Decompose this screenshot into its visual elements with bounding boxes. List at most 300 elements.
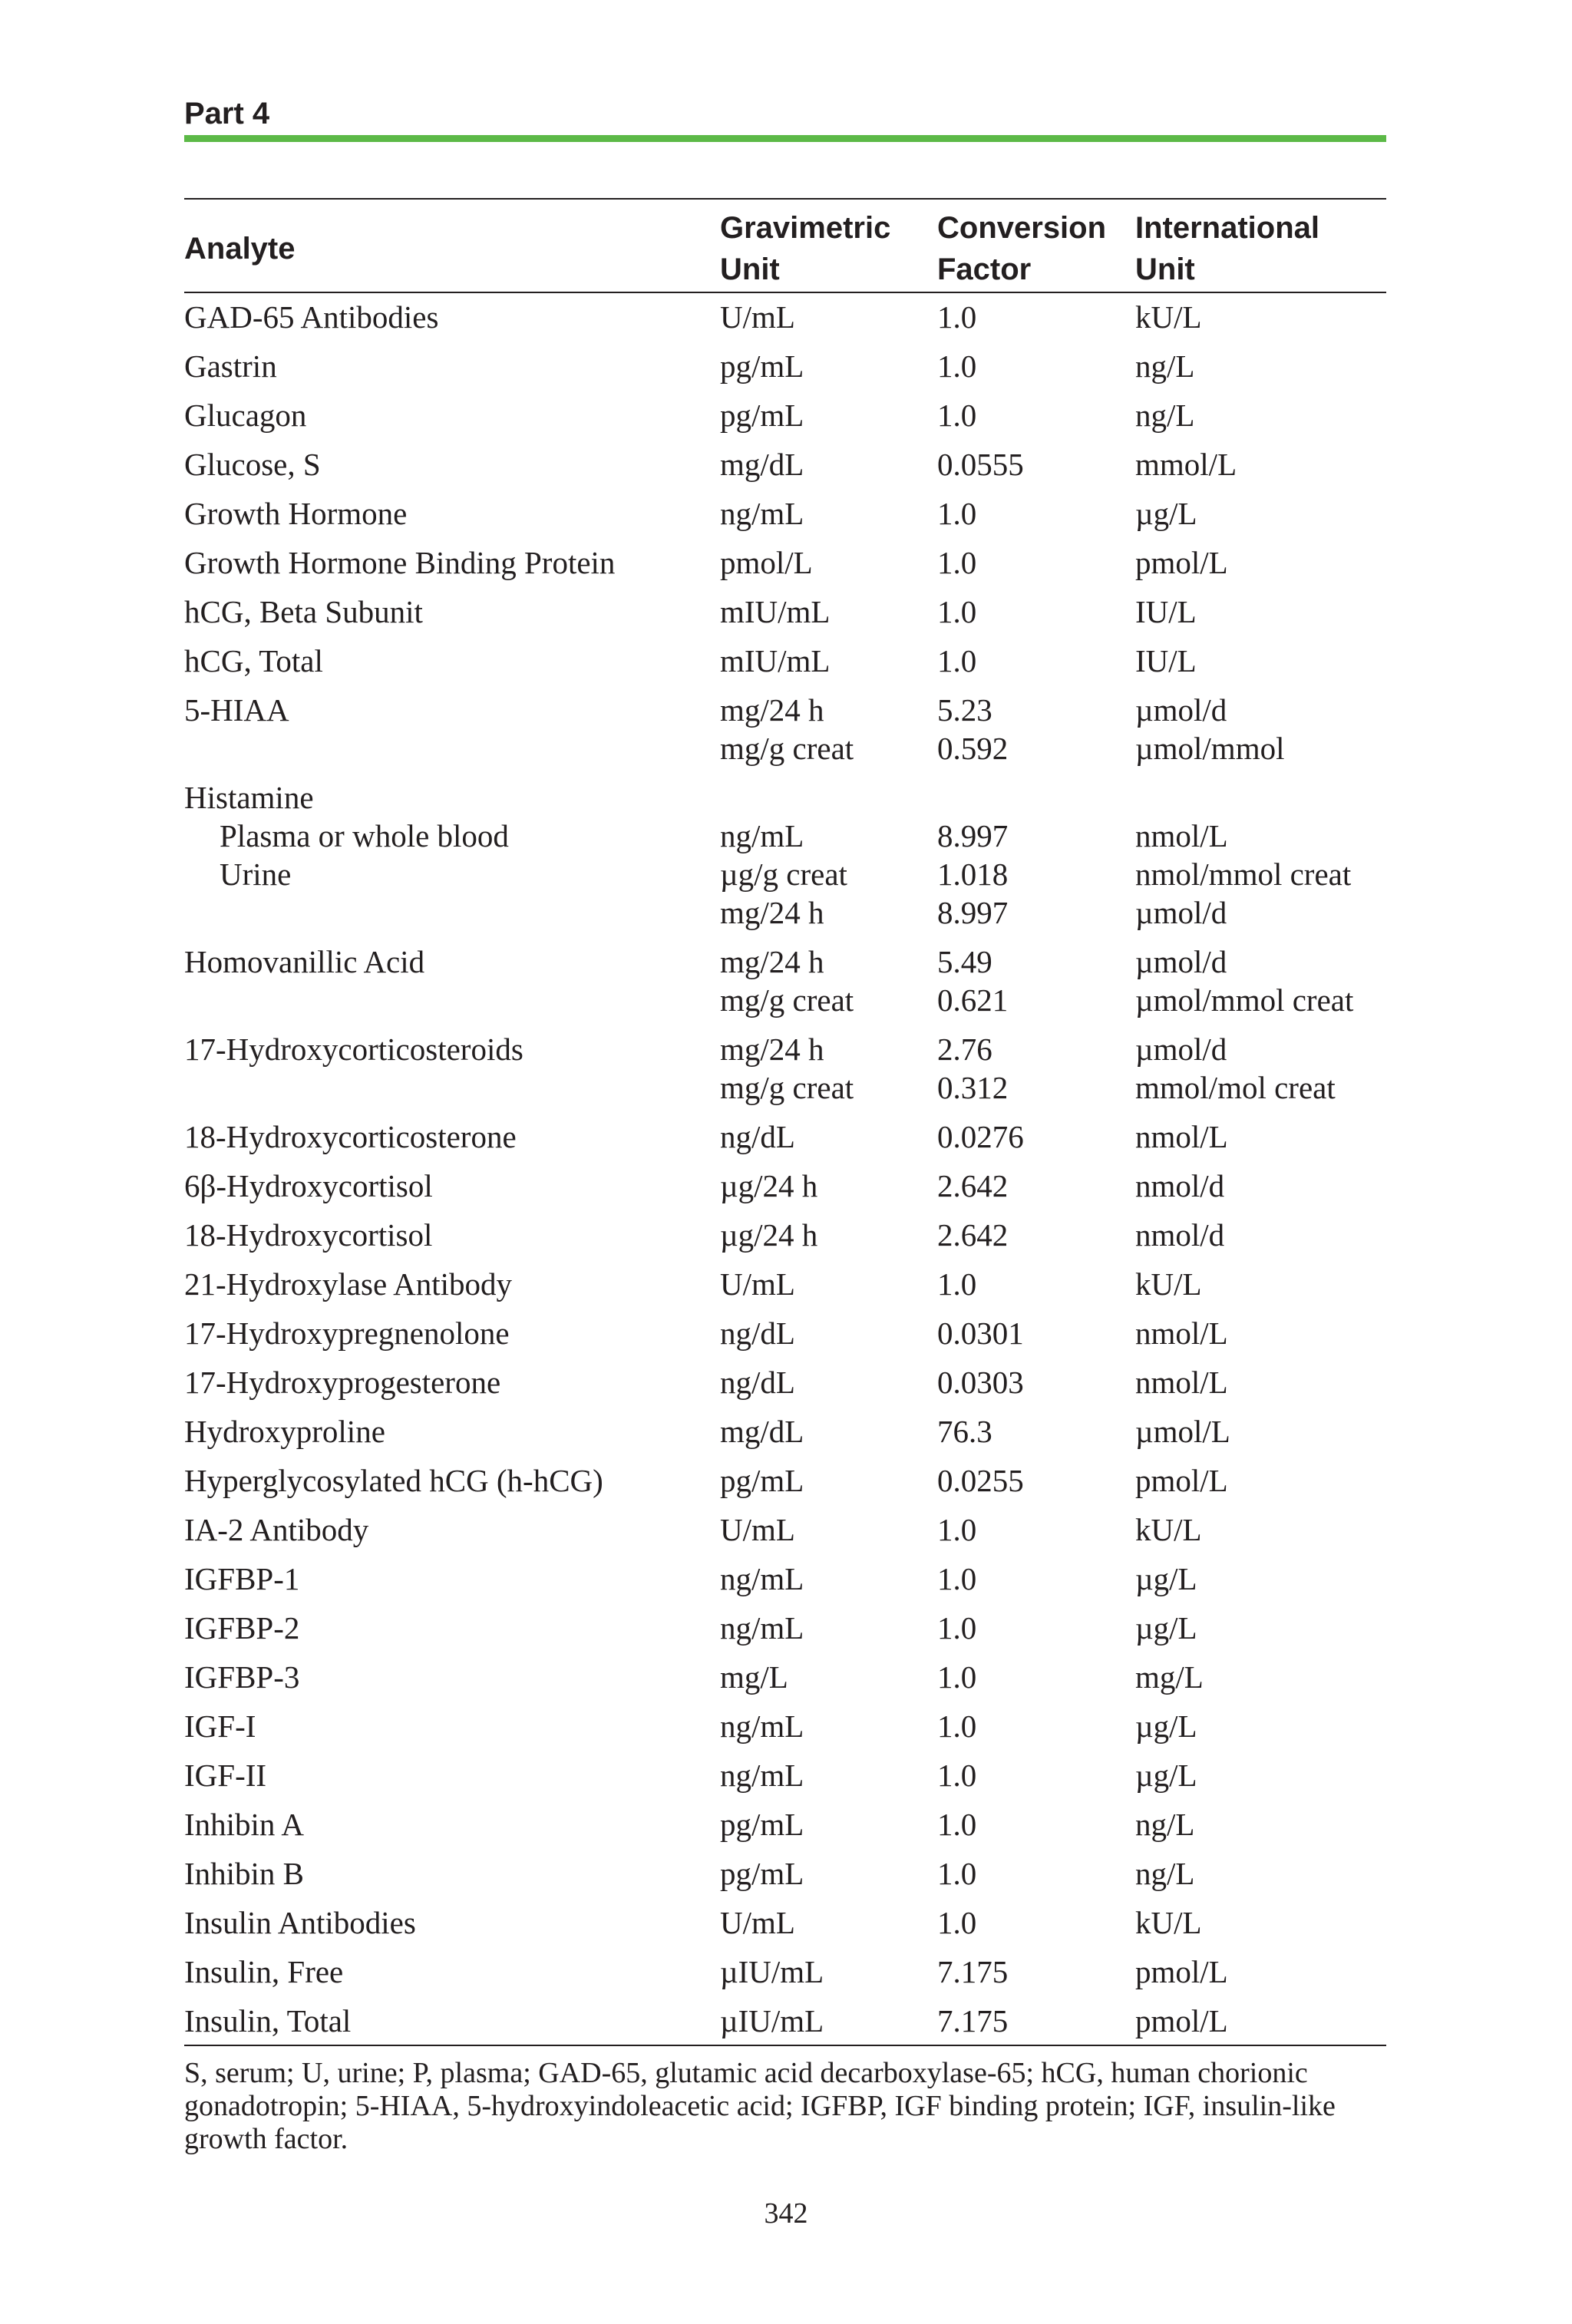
- cell-line: nmol/L: [1135, 818, 1228, 853]
- cell-line: µmol/d: [1135, 944, 1227, 979]
- cell-line: nmol/mmol creat: [1135, 857, 1352, 892]
- cell-line: ng/mL: [720, 1610, 804, 1646]
- footnote: S, serum; U, urine; P, plasma; GAD-65, glutamic acid decarboxylase-65; hCG, human chorionic gonadotropin; 5-HIAA, 5-hydroxyindoleacetic acid; IGFBP, IGF binding protein; IGF, insulin-like growth factor.: [184, 2057, 1336, 2155]
- cell-conversion-factor: [937, 938, 1135, 1025]
- table-row: [184, 391, 1386, 441]
- cell-conversion-factor: [937, 1751, 1135, 1801]
- cell-conversion-factor: [937, 1358, 1135, 1408]
- cell-gravimetric-unit: [720, 1260, 937, 1309]
- cell-gravimetric-unit: [720, 1702, 937, 1751]
- cell-analyte: [184, 1997, 720, 2045]
- cell-line: µg/L: [1135, 496, 1197, 531]
- cell-line: µg/24 h: [720, 1168, 818, 1203]
- cell-line: ng/mL: [720, 496, 804, 531]
- table-row: [184, 490, 1386, 539]
- cell-line: ng/L: [1135, 1807, 1195, 1842]
- table-row: [184, 1408, 1386, 1457]
- cell-conversion-factor: [937, 588, 1135, 637]
- cell-line: 1.0: [937, 1512, 977, 1547]
- cell-international-unit: [1135, 637, 1386, 686]
- cell-international-unit: [1135, 1899, 1386, 1948]
- cell-gravimetric-unit: [720, 490, 937, 539]
- cell-international-unit: [1135, 292, 1386, 342]
- cell-line: µIU/mL: [720, 2003, 824, 2038]
- page-number: 342: [764, 2197, 808, 2230]
- cell-line: 7.175: [937, 2003, 1009, 2038]
- cell-line: 76.3: [937, 1414, 992, 1449]
- table-row: [184, 1506, 1386, 1555]
- cell-international-unit: [1135, 539, 1386, 588]
- cell-line: pg/mL: [720, 348, 804, 384]
- cell-line: µg/24 h: [720, 1217, 818, 1253]
- cell-conversion-factor: [937, 1653, 1135, 1702]
- cell-line: 0.621: [937, 982, 1009, 1018]
- cell-conversion-factor: [937, 441, 1135, 490]
- cell-line: µg/L: [1135, 1708, 1197, 1744]
- cell-gravimetric-unit: [720, 1801, 937, 1850]
- cell-conversion-factor: [937, 1604, 1135, 1653]
- cell-line: pmol/L: [1135, 1463, 1228, 1498]
- table-row: [184, 1555, 1386, 1604]
- cell-analyte: [184, 1025, 720, 1113]
- table-row: [184, 1801, 1386, 1850]
- cell-analyte: [184, 490, 720, 539]
- cell-line: Growth Hormone: [184, 496, 408, 531]
- cell-line: ng/dL: [720, 1316, 795, 1351]
- table-row: [184, 292, 1386, 342]
- cell-analyte: [184, 1260, 720, 1309]
- cell-line: ng/L: [1135, 1856, 1195, 1891]
- cell-line: 0.592: [937, 731, 1009, 766]
- cell-line: Inhibin A: [184, 1807, 305, 1842]
- cell-analyte: [184, 342, 720, 391]
- cell-line: mIU/mL: [720, 643, 831, 678]
- table-row: [184, 1358, 1386, 1408]
- part-heading: Part 4: [184, 97, 270, 130]
- cell-gravimetric-unit: [720, 1555, 937, 1604]
- cell-line: nmol/d: [1135, 1168, 1225, 1203]
- cell-international-unit: [1135, 1457, 1386, 1506]
- cell-line: mg/g creat: [720, 731, 854, 766]
- cell-analyte: [184, 1899, 720, 1948]
- cell-line: IA-2 Antibody: [184, 1512, 369, 1547]
- cell-line: IGFBP-1: [184, 1561, 300, 1596]
- table-row: [184, 1025, 1386, 1113]
- cell-line: IU/L: [1135, 643, 1197, 678]
- cell-line: mg/L: [1135, 1659, 1204, 1695]
- cell-analyte: [184, 292, 720, 342]
- header-analyte: Analyte: [184, 199, 720, 292]
- cell-line: pg/mL: [720, 1807, 804, 1842]
- cell-analyte: [184, 938, 720, 1025]
- cell-international-unit: [1135, 1948, 1386, 1997]
- cell-international-unit: [1135, 1702, 1386, 1751]
- cell-gravimetric-unit: [720, 588, 937, 637]
- cell-international-unit: [1135, 441, 1386, 490]
- cell-line: 17-Hydroxypregnenolone: [184, 1316, 510, 1351]
- cell-analyte: [184, 1604, 720, 1653]
- cell-line: 0.312: [937, 1070, 1009, 1105]
- cell-line: 1.0: [937, 348, 977, 384]
- table-row: [184, 441, 1386, 490]
- cell-gravimetric-unit: [720, 1506, 937, 1555]
- table-row: [184, 1309, 1386, 1358]
- cell-international-unit: [1135, 490, 1386, 539]
- cell-conversion-factor: [937, 1801, 1135, 1850]
- table-row: [184, 539, 1386, 588]
- cell-line: mg/L: [720, 1659, 788, 1695]
- cell-line: 1.0: [937, 594, 977, 629]
- cell-line: 18-Hydroxycortisol: [184, 1217, 433, 1253]
- cell-line: 2.76: [937, 1032, 992, 1067]
- table-row: [184, 1899, 1386, 1948]
- cell-analyte: [184, 1309, 720, 1358]
- cell-international-unit: [1135, 686, 1386, 774]
- cell-line: ng/mL: [720, 1561, 804, 1596]
- cell-line: mmol/L: [1135, 447, 1237, 482]
- cell-analyte: [184, 1751, 720, 1801]
- cell-analyte: [184, 391, 720, 441]
- cell-line: 8.997: [937, 895, 1009, 930]
- cell-analyte: [184, 1801, 720, 1850]
- cell-line: 21-Hydroxylase Antibody: [184, 1266, 513, 1302]
- cell-line: 1.0: [937, 1610, 977, 1646]
- cell-line: Urine: [220, 857, 292, 892]
- cell-line: mg/24 h: [720, 1032, 824, 1067]
- table-row: [184, 1751, 1386, 1801]
- cell-line: ng/mL: [720, 1708, 804, 1744]
- conversion-table: [184, 198, 1386, 2046]
- cell-international-unit: [1135, 1801, 1386, 1850]
- table-row: [184, 1653, 1386, 1702]
- cell-gravimetric-unit: [720, 1997, 937, 2045]
- cell-conversion-factor: [937, 686, 1135, 774]
- cell-line: mg/dL: [720, 1414, 804, 1449]
- cell-conversion-factor: [937, 1702, 1135, 1751]
- cell-line: IGFBP-3: [184, 1659, 300, 1695]
- cell-international-unit: [1135, 1309, 1386, 1358]
- cell-line: [720, 778, 937, 817]
- table-row: [184, 1997, 1386, 2045]
- cell-analyte: [184, 588, 720, 637]
- cell-international-unit: [1135, 342, 1386, 391]
- cell-line: 17-Hydroxycorticosteroids: [184, 1032, 523, 1067]
- cell-line: 0.0555: [937, 447, 1024, 482]
- cell-line: U/mL: [720, 1512, 795, 1547]
- cell-gravimetric-unit: [720, 637, 937, 686]
- header-rule: [184, 135, 1386, 142]
- cell-conversion-factor: [937, 1309, 1135, 1358]
- cell-conversion-factor: [937, 1260, 1135, 1309]
- cell-line: mg/dL: [720, 447, 804, 482]
- cell-line: 1.0: [937, 1905, 977, 1940]
- cell-line: 2.642: [937, 1168, 1009, 1203]
- cell-line: kU/L: [1135, 1266, 1202, 1302]
- cell-conversion-factor: [937, 1899, 1135, 1948]
- cell-analyte: [184, 686, 720, 774]
- cell-line: ng/dL: [720, 1119, 795, 1154]
- cell-line: U/mL: [720, 299, 795, 335]
- header-conversion-factor: Conversion Factor: [937, 199, 1135, 292]
- cell-gravimetric-unit: [720, 1948, 937, 1997]
- cell-line: ng/mL: [720, 1758, 804, 1793]
- cell-line: 1.0: [937, 1807, 977, 1842]
- cell-conversion-factor: [937, 342, 1135, 391]
- cell-conversion-factor: [937, 1457, 1135, 1506]
- cell-international-unit: [1135, 1408, 1386, 1457]
- table-row: [184, 1850, 1386, 1899]
- cell-line: 1.0: [937, 1856, 977, 1891]
- cell-line: 1.0: [937, 1561, 977, 1596]
- cell-gravimetric-unit: [720, 391, 937, 441]
- cell-line: µg/L: [1135, 1758, 1197, 1793]
- cell-conversion-factor: [937, 1948, 1135, 1997]
- cell-international-unit: [1135, 1653, 1386, 1702]
- table-row: [184, 1457, 1386, 1506]
- cell-analyte: [184, 1358, 720, 1408]
- cell-gravimetric-unit: [720, 342, 937, 391]
- header-international-unit: International Unit: [1135, 199, 1386, 292]
- cell-line: µg/L: [1135, 1610, 1197, 1646]
- cell-line: hCG, Total: [184, 643, 323, 678]
- cell-international-unit: [1135, 588, 1386, 637]
- cell-line: ng/dL: [720, 1365, 795, 1400]
- cell-line: Inhibin B: [184, 1856, 305, 1891]
- cell-analyte: [184, 1162, 720, 1211]
- cell-line: nmol/L: [1135, 1365, 1228, 1400]
- cell-analyte: [184, 1211, 720, 1260]
- cell-international-unit: [1135, 1113, 1386, 1162]
- cell-line: hCG, Beta Subunit: [184, 594, 423, 629]
- cell-analyte: [184, 1850, 720, 1899]
- cell-conversion-factor: [937, 292, 1135, 342]
- cell-analyte: [184, 1408, 720, 1457]
- cell-line: nmol/L: [1135, 1316, 1228, 1351]
- cell-international-unit: [1135, 1997, 1386, 2045]
- cell-line: nmol/L: [1135, 1119, 1228, 1154]
- cell-conversion-factor: [937, 1850, 1135, 1899]
- cell-analyte: [184, 1113, 720, 1162]
- table-row: [184, 637, 1386, 686]
- cell-line: µmol/mmol: [1135, 731, 1285, 766]
- cell-gravimetric-unit: [720, 1457, 937, 1506]
- cell-line: IU/L: [1135, 594, 1197, 629]
- table-row: [184, 1162, 1386, 1211]
- cell-conversion-factor: [937, 637, 1135, 686]
- cell-gravimetric-unit: [720, 1358, 937, 1408]
- cell-gravimetric-unit: [720, 292, 937, 342]
- cell-line: 8.997: [937, 818, 1009, 853]
- cell-line: mg/g creat: [720, 1070, 854, 1105]
- cell-conversion-factor: [937, 1113, 1135, 1162]
- cell-line: IGFBP-2: [184, 1610, 300, 1646]
- cell-line: µmol/mmol creat: [1135, 982, 1354, 1018]
- cell-line: ng/L: [1135, 398, 1195, 433]
- table-row: [184, 1948, 1386, 1997]
- cell-line: µg/L: [1135, 1561, 1197, 1596]
- cell-gravimetric-unit: [720, 1653, 937, 1702]
- cell-gravimetric-unit: [720, 1309, 937, 1358]
- table-row: [184, 588, 1386, 637]
- cell-conversion-factor: [937, 1506, 1135, 1555]
- cell-line: 0.0303: [937, 1365, 1024, 1400]
- cell-conversion-factor: [937, 1408, 1135, 1457]
- cell-conversion-factor: [937, 391, 1135, 441]
- cell-international-unit: [1135, 1260, 1386, 1309]
- cell-gravimetric-unit: [720, 441, 937, 490]
- cell-line: ng/L: [1135, 348, 1195, 384]
- cell-line: 2.642: [937, 1217, 1009, 1253]
- cell-line: Hydroxyproline: [184, 1414, 385, 1449]
- cell-international-unit: [1135, 1358, 1386, 1408]
- cell-line: mg/24 h: [720, 692, 824, 728]
- cell-gravimetric-unit: [720, 539, 937, 588]
- cell-gravimetric-unit: [720, 938, 937, 1025]
- cell-analyte: [184, 774, 720, 938]
- cell-line: Insulin, Free: [184, 1954, 344, 1989]
- cell-line: 5.23: [937, 692, 992, 728]
- cell-line: 6β-Hydroxycortisol: [184, 1168, 433, 1203]
- cell-international-unit: [1135, 1850, 1386, 1899]
- cell-line: pmol/L: [720, 545, 813, 580]
- cell-line: 1.0: [937, 1758, 977, 1793]
- cell-line: pmol/L: [1135, 1954, 1228, 1989]
- cell-line: [937, 778, 1135, 817]
- cell-line: kU/L: [1135, 1905, 1202, 1940]
- cell-conversion-factor: [937, 490, 1135, 539]
- cell-gravimetric-unit: [720, 1211, 937, 1260]
- cell-conversion-factor: [937, 1997, 1135, 2045]
- cell-line: IGF-I: [184, 1708, 256, 1744]
- cell-international-unit: [1135, 1211, 1386, 1260]
- cell-line: µmol/d: [1135, 1032, 1227, 1067]
- cell-analyte: [184, 1702, 720, 1751]
- cell-analyte: [184, 1555, 720, 1604]
- cell-line: ng/mL: [720, 818, 804, 853]
- cell-gravimetric-unit: [720, 686, 937, 774]
- cell-line: kU/L: [1135, 1512, 1202, 1547]
- cell-conversion-factor: [937, 774, 1135, 938]
- cell-line: 1.0: [937, 1708, 977, 1744]
- cell-line: Growth Hormone Binding Protein: [184, 545, 616, 580]
- cell-line: 0.0276: [937, 1119, 1024, 1154]
- cell-line: Insulin, Total: [184, 2003, 352, 2038]
- cell-international-unit: [1135, 391, 1386, 441]
- cell-line: pmol/L: [1135, 2003, 1228, 2038]
- cell-gravimetric-unit: [720, 1850, 937, 1899]
- cell-analyte: [184, 637, 720, 686]
- cell-international-unit: [1135, 938, 1386, 1025]
- cell-line: Gastrin: [184, 348, 277, 384]
- cell-international-unit: [1135, 1555, 1386, 1604]
- table-row: [184, 686, 1386, 774]
- cell-line: µmol/d: [1135, 692, 1227, 728]
- cell-line: 5.49: [937, 944, 992, 979]
- table-row: [184, 1702, 1386, 1751]
- cell-line: 18-Hydroxycorticosterone: [184, 1119, 517, 1154]
- table-row: [184, 774, 1386, 938]
- cell-line: µg/g creat: [720, 857, 847, 892]
- cell-conversion-factor: [937, 539, 1135, 588]
- cell-line: 1.0: [937, 545, 977, 580]
- cell-line: mg/24 h: [720, 944, 824, 979]
- table-row: [184, 1260, 1386, 1309]
- table-row: [184, 1113, 1386, 1162]
- table-header: [184, 199, 1386, 292]
- table-row: [184, 1211, 1386, 1260]
- cell-line: Insulin Antibodies: [184, 1905, 416, 1940]
- cell-international-unit: [1135, 1162, 1386, 1211]
- cell-line: 1.0: [937, 1659, 977, 1695]
- cell-line: nmol/d: [1135, 1217, 1225, 1253]
- cell-line: mIU/mL: [720, 594, 831, 629]
- cell-line: 7.175: [937, 1954, 1009, 1989]
- cell-line: pg/mL: [720, 1856, 804, 1891]
- table-body: [184, 292, 1386, 2045]
- table-row: [184, 938, 1386, 1025]
- cell-analyte: [184, 441, 720, 490]
- cell-line: 1.0: [937, 1266, 977, 1302]
- cell-line: Glucose, S: [184, 447, 321, 482]
- cell-line: pmol/L: [1135, 545, 1228, 580]
- cell-line: GAD-65 Antibodies: [184, 299, 439, 335]
- cell-line: IGF-II: [184, 1758, 267, 1793]
- cell-line: pg/mL: [720, 398, 804, 433]
- cell-international-unit: [1135, 774, 1386, 938]
- table-row: [184, 1604, 1386, 1653]
- cell-gravimetric-unit: [720, 1162, 937, 1211]
- cell-line: 1.0: [937, 299, 977, 335]
- cell-analyte: [184, 1948, 720, 1997]
- cell-line: Hyperglycosylated hCG (h-hCG): [184, 1463, 603, 1498]
- cell-international-unit: [1135, 1025, 1386, 1113]
- cell-line: [1135, 778, 1386, 817]
- header-gravimetric-unit: Gravimetric Unit: [720, 199, 937, 292]
- cell-line: mg/g creat: [720, 982, 854, 1018]
- cell-gravimetric-unit: [720, 1025, 937, 1113]
- cell-gravimetric-unit: [720, 1604, 937, 1653]
- cell-line: Homovanillic Acid: [184, 944, 425, 979]
- cell-line: µmol/L: [1135, 1414, 1230, 1449]
- cell-line: kU/L: [1135, 299, 1202, 335]
- table-row: [184, 342, 1386, 391]
- cell-line: 1.0: [937, 398, 977, 433]
- cell-line: mg/24 h: [720, 895, 824, 930]
- cell-line: 0.0255: [937, 1463, 1024, 1498]
- cell-gravimetric-unit: [720, 774, 937, 938]
- cell-analyte: [184, 1653, 720, 1702]
- cell-line: Glucagon: [184, 398, 307, 433]
- cell-line: 0.0301: [937, 1316, 1024, 1351]
- cell-conversion-factor: [937, 1162, 1135, 1211]
- cell-conversion-factor: [937, 1025, 1135, 1113]
- cell-line: Plasma or whole blood: [220, 818, 509, 853]
- cell-line: 17-Hydroxyprogesterone: [184, 1365, 501, 1400]
- cell-gravimetric-unit: [720, 1113, 937, 1162]
- cell-line: Histamine: [184, 780, 314, 815]
- cell-gravimetric-unit: [720, 1408, 937, 1457]
- cell-international-unit: [1135, 1604, 1386, 1653]
- cell-gravimetric-unit: [720, 1751, 937, 1801]
- cell-line: U/mL: [720, 1266, 795, 1302]
- cell-line: 1.018: [937, 857, 1009, 892]
- cell-line: µmol/d: [1135, 895, 1227, 930]
- cell-international-unit: [1135, 1751, 1386, 1801]
- cell-line: µIU/mL: [720, 1954, 824, 1989]
- cell-line: 5-HIAA: [184, 692, 289, 728]
- cell-line: mmol/mol creat: [1135, 1070, 1336, 1105]
- cell-analyte: [184, 1506, 720, 1555]
